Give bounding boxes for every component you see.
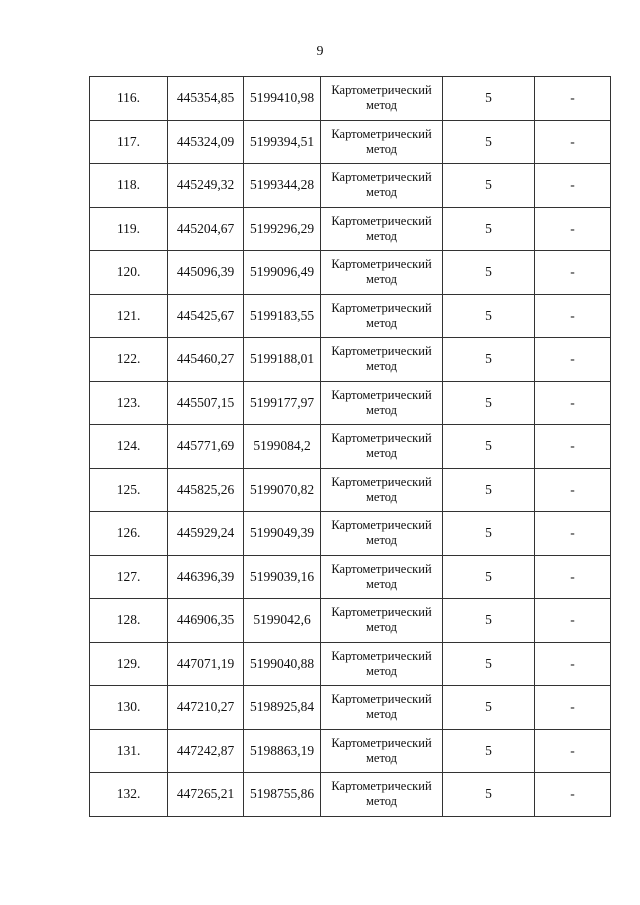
point-number-cell: 122. [90,338,168,382]
accuracy-cell: 5 [443,164,535,208]
method-cell: Картометрический метод [321,251,443,295]
point-number-cell: 117. [90,120,168,164]
table-row [90,164,611,208]
x-coordinate-cell: 446906,35 [168,599,244,643]
method-cell: Картометрический метод [321,294,443,338]
y-coordinate-cell: 5199084,2 [244,425,321,469]
method-cell: Картометрический метод [321,207,443,251]
point-number-cell: 128. [90,599,168,643]
coordinates-table [89,76,611,817]
note-cell: - [535,425,611,469]
x-coordinate-cell: 445096,39 [168,251,244,295]
accuracy-cell: 5 [443,512,535,556]
y-coordinate-cell: 5198755,86 [244,773,321,817]
method-cell: Картометрический метод [321,164,443,208]
x-coordinate-cell: 447071,19 [168,642,244,686]
table-row [90,729,611,773]
accuracy-cell: 5 [443,294,535,338]
method-cell: Картометрический метод [321,686,443,730]
y-coordinate-cell: 5199183,55 [244,294,321,338]
note-cell: - [535,164,611,208]
method-cell: Картометрический метод [321,512,443,556]
point-number-cell: 121. [90,294,168,338]
method-cell: Картометрический метод [321,642,443,686]
accuracy-cell: 5 [443,729,535,773]
note-cell: - [535,207,611,251]
note-cell: - [535,294,611,338]
y-coordinate-cell: 5199070,82 [244,468,321,512]
method-cell: Картометрический метод [321,120,443,164]
table-row [90,642,611,686]
y-coordinate-cell: 5199177,97 [244,381,321,425]
note-cell: - [535,642,611,686]
method-cell: Картометрический метод [321,729,443,773]
point-number-cell: 130. [90,686,168,730]
method-cell: Картометрический метод [321,555,443,599]
y-coordinate-cell: 5199344,28 [244,164,321,208]
accuracy-cell: 5 [443,207,535,251]
method-cell: Картометрический метод [321,77,443,121]
x-coordinate-cell: 447265,21 [168,773,244,817]
y-coordinate-cell: 5199296,29 [244,207,321,251]
note-cell: - [535,729,611,773]
note-cell: - [535,686,611,730]
y-coordinate-cell: 5199394,51 [244,120,321,164]
accuracy-cell: 5 [443,642,535,686]
point-number-cell: 120. [90,251,168,295]
table-row [90,425,611,469]
y-coordinate-cell: 5199096,49 [244,251,321,295]
coordinates-table-body [90,77,611,817]
point-number-cell: 124. [90,425,168,469]
y-coordinate-cell: 5198925,84 [244,686,321,730]
table-row [90,251,611,295]
x-coordinate-cell: 447210,27 [168,686,244,730]
point-number-cell: 129. [90,642,168,686]
table-row [90,294,611,338]
note-cell: - [535,77,611,121]
page-number: 9 [316,44,324,59]
x-coordinate-cell: 445324,09 [168,120,244,164]
note-cell: - [535,468,611,512]
table-row [90,77,611,121]
note-cell: - [535,555,611,599]
point-number-cell: 126. [90,512,168,556]
note-cell: - [535,512,611,556]
accuracy-cell: 5 [443,425,535,469]
y-coordinate-cell: 5199410,98 [244,77,321,121]
table-row [90,207,611,251]
note-cell: - [535,120,611,164]
x-coordinate-cell: 445929,24 [168,512,244,556]
x-coordinate-cell: 445507,15 [168,381,244,425]
note-cell: - [535,338,611,382]
table-row [90,599,611,643]
x-coordinate-cell: 445825,26 [168,468,244,512]
note-cell: - [535,381,611,425]
y-coordinate-cell: 5199040,88 [244,642,321,686]
y-coordinate-cell: 5198863,19 [244,729,321,773]
table-row [90,686,611,730]
method-cell: Картометрический метод [321,468,443,512]
accuracy-cell: 5 [443,77,535,121]
point-number-cell: 118. [90,164,168,208]
table-row [90,555,611,599]
x-coordinate-cell: 445204,67 [168,207,244,251]
table-row [90,381,611,425]
table-row [90,773,611,817]
note-cell: - [535,599,611,643]
x-coordinate-cell: 445460,27 [168,338,244,382]
point-number-cell: 125. [90,468,168,512]
accuracy-cell: 5 [443,555,535,599]
table-row [90,338,611,382]
method-cell: Картометрический метод [321,773,443,817]
method-cell: Картометрический метод [321,381,443,425]
point-number-cell: 132. [90,773,168,817]
table-row [90,512,611,556]
accuracy-cell: 5 [443,686,535,730]
table-row [90,120,611,164]
x-coordinate-cell: 445425,67 [168,294,244,338]
point-number-cell: 116. [90,77,168,121]
accuracy-cell: 5 [443,338,535,382]
y-coordinate-cell: 5199049,39 [244,512,321,556]
point-number-cell: 123. [90,381,168,425]
accuracy-cell: 5 [443,599,535,643]
point-number-cell: 127. [90,555,168,599]
y-coordinate-cell: 5199188,01 [244,338,321,382]
accuracy-cell: 5 [443,773,535,817]
x-coordinate-cell: 445249,32 [168,164,244,208]
accuracy-cell: 5 [443,120,535,164]
x-coordinate-cell: 447242,87 [168,729,244,773]
method-cell: Картометрический метод [321,425,443,469]
x-coordinate-cell: 445354,85 [168,77,244,121]
accuracy-cell: 5 [443,381,535,425]
method-cell: Картометрический метод [321,599,443,643]
accuracy-cell: 5 [443,468,535,512]
y-coordinate-cell: 5199039,16 [244,555,321,599]
x-coordinate-cell: 446396,39 [168,555,244,599]
table-row [90,468,611,512]
point-number-cell: 131. [90,729,168,773]
y-coordinate-cell: 5199042,6 [244,599,321,643]
note-cell: - [535,251,611,295]
x-coordinate-cell: 445771,69 [168,425,244,469]
method-cell: Картометрический метод [321,338,443,382]
accuracy-cell: 5 [443,251,535,295]
note-cell: - [535,773,611,817]
point-number-cell: 119. [90,207,168,251]
